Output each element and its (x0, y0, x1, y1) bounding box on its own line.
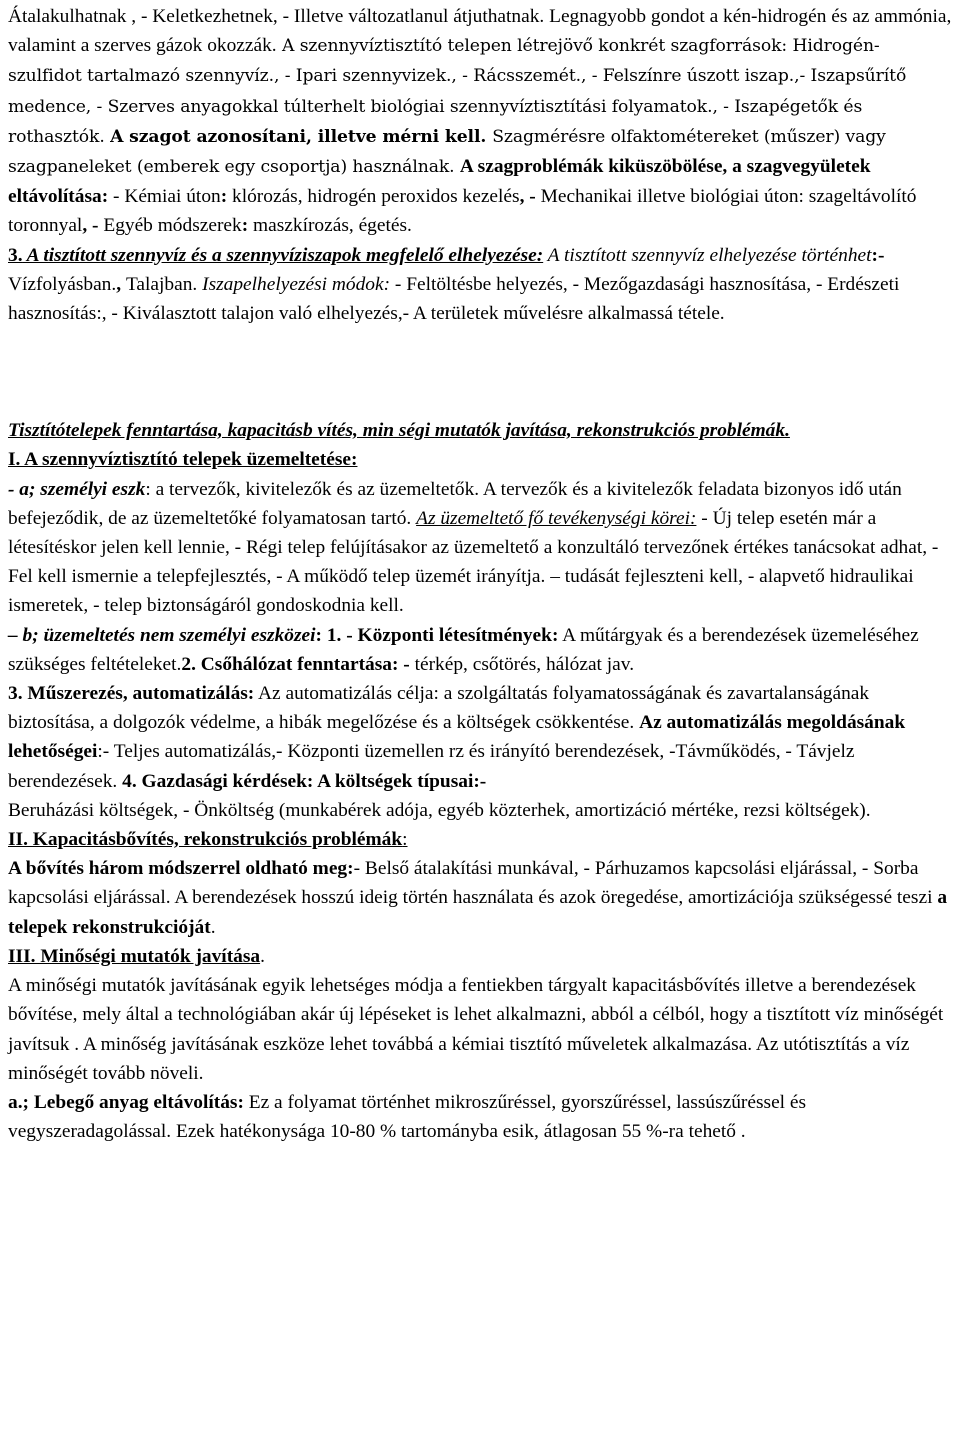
text-run: Az üzemeltető fő tevékenységi körei: (416, 507, 697, 529)
text-run: A tisztított szennyvíz elhelyezése történhet (543, 244, 872, 266)
paragraph (8, 2, 952, 241)
text-run: vegyszeradagolással. Ezek hatékonysága 10-80 % tartományba esik, átlagosan 55 %-ra tehető . (8, 1121, 746, 1143)
text-run: : (315, 624, 327, 646)
text-run: Talajban. (125, 273, 203, 295)
text-run: – b; üzemeltetés nem személyi eszközei (8, 624, 316, 646)
paragraph (8, 445, 952, 474)
text-run: - Új telep esetén már a létesítéskor jelen kell lennie, - Régi telep felújításakor az üzemeltető a konzultáló tervezőnek értékes tanácsokat adhat, - Fel kell ismernie a telepfejlesztés, - A működő telep üzemét irányítja. – tudását fejleszteni kell, - alapvető hidraulikai ismeretek, - telep biztonságáról gondoskodnia kell. (8, 507, 939, 617)
text-run: A szagproblémák kiküszöbölése, a szagvegyületek eltávolítása: (8, 156, 871, 208)
text-run: Az automatizálás célja: a szolgáltatás folyamatosságának és zavartalanságának (254, 683, 870, 705)
paragraph (8, 708, 952, 796)
text-run: A minőségi mutatók javításának egyik lehetséges módja a fentiekben tárgyalt kapacitásbővítés illetve a berendezések bővítése, mely által a technológiában akár új lépéseket is lehet alkalmazni, abból a célból, hogy a tisztított víz minőségét javítsuk . A minőség javításának eszköze lehet továbbá a kémiai tisztító műveletek alkalmazása. Az utótisztítás a víz minőségét tovább növeli. (8, 975, 944, 1084)
text-run: Szagmérésre olfaktométereket (műszer) vagy szagpaneleket (emberek egy csoportja) használnak. (8, 126, 886, 178)
text-run: A szennyvíztisztító telepen létrejövő konkrét szagforrások: Hidrogén-szulfidot tartalmazó szennyvíz., - Ipari szennyvizek., - Rácsszemét., - Felszínre úszott iszap.,- Iszapsűrítő medence, - Szerves anyagokkal túlterhelt biológiai szennyvíztisztítási folyamatok., - Iszapégetők és rothasztók. (8, 36, 907, 147)
text-run: : (241, 215, 254, 237)
text-run: . (260, 945, 265, 967)
spacer (8, 328, 952, 416)
text-run: A szagot azonosítani, illetve mérni kell. (110, 126, 493, 147)
text-run: A műtárgyak és a berendezések üzemeléséhez szükséges feltételeket. (8, 624, 919, 675)
text-run: Vízfolyásban. (8, 273, 117, 295)
text-run: , - (519, 186, 541, 208)
text-run: - a; személyi eszk (8, 478, 146, 500)
text-run: térkép, csőtörés, hálózat jav. (409, 653, 635, 675)
document-page (8, 2, 952, 1146)
text-run: II. Kapacitásbővítés, rekonstrukciós problémák (8, 829, 403, 851)
text-run: 1. - Központi létesítmények: (326, 624, 559, 646)
paragraph (8, 825, 952, 854)
text-run: Iszapelhelyezési módok: (202, 273, 391, 295)
text-run: maszkírozás, égetés. (253, 215, 412, 237)
text-run: - Feltöltésbe helyezés, - Mezőgazdasági hasznosítása, - Erdészeti hasznosítás:, - Kiválasztott talajon való elhelyezés,- A területek művelésre alkalmassá tétele. (8, 273, 900, 325)
text-run: I. A szennyvíztisztító telepek üzemeltetése: (8, 449, 358, 471)
paragraph (8, 971, 952, 1088)
text-run: klórozás, hidrogén peroxidos kezelés (232, 186, 520, 208)
text-run: A tisztított szennyvíz és a szennyvíziszapok megfelelő elhelyezése: (22, 244, 544, 266)
text-run: 3. Műszerezés, automatizálás: (8, 683, 255, 705)
text-run: Tisztítótelepek fenntartása, kapacitásb vítés, min ségi mutatók javítása, rekonstrukciós problémák. (8, 420, 790, 442)
text-run: :- (871, 244, 885, 266)
text-run: 4. Gazdasági kérdések: A költségek típusai:- (122, 770, 487, 792)
paragraph (8, 475, 952, 621)
text-run: :- Teljes automatizálás,- Központi üzemellen rz és irányító berendezések, -Távműködés, - Távjelz berendezések. (8, 741, 855, 792)
text-run: : a tervezők, kivitelezők és az üzemeltetők. A tervezők és a kivitelezők feladata bizonyos idő után befejeződik, de az üzemeltetőké folyamatosan tartó. (8, 478, 902, 529)
text-run: Beruházási költségek, - Önköltség (munkabérek adója, egyéb közterhek, amortizáció mértéke, rezsi költségek). (8, 799, 871, 821)
text-run: Átalakulhatnak , - Keletkezhetnek, - Illetve változatlanul átjuthatnak. Legnagyobb gondot a kén-hidrogén és az ammónia, valamint a szerves gázok okozzák. (8, 6, 952, 57)
paragraph (8, 679, 952, 708)
text-run: : (220, 186, 233, 208)
paragraph (8, 942, 952, 971)
text-run: III. Minőségi mutatók javítása (8, 945, 261, 967)
text-run: 3. (8, 244, 23, 266)
paragraph (8, 1117, 952, 1146)
paragraph (8, 796, 952, 825)
text-run: a.; Lebegő anyag eltávolítás: (8, 1091, 244, 1113)
paragraph (8, 1088, 952, 1117)
paragraph (8, 241, 952, 329)
paragraph (8, 621, 952, 679)
text-run: Egyéb módszerek (103, 215, 242, 237)
text-run: , (116, 273, 126, 295)
text-run: a telepek rekonstrukcióját (8, 887, 948, 938)
text-run: biztosítása, a dolgozók védelme, a hibák megelőzése és a költségek csökkentése. (8, 712, 640, 734)
text-run: Ez a folyamat történhet mikroszűréssel, gyorszűréssel, lassúszűréssel és (243, 1091, 807, 1113)
text-run: . (210, 916, 216, 938)
text-run: 2. Csőhálózat fenntartása: - (181, 653, 410, 675)
text-run: - Kémiai úton (113, 186, 221, 208)
text-run: - Belső átalakítási munkával, - Párhuzamos kapcsolási eljárással, - Sorba kapcsolási eljárással. A berendezések hosszú ideig történ használata és azok öregedése, amortizációja szükségessé teszi (8, 858, 938, 909)
text-run: Az automatizálás megoldásának lehetőségei (8, 712, 906, 763)
text-run: A bővítés három módszerrel oldható meg: (8, 858, 354, 880)
paragraph (8, 416, 952, 445)
text-run: Mechanikai illetve biológiai úton: szageltávolító toronnyal (8, 186, 917, 237)
text-run: : (402, 829, 408, 851)
text-run: , - (82, 215, 104, 237)
paragraph (8, 854, 952, 942)
